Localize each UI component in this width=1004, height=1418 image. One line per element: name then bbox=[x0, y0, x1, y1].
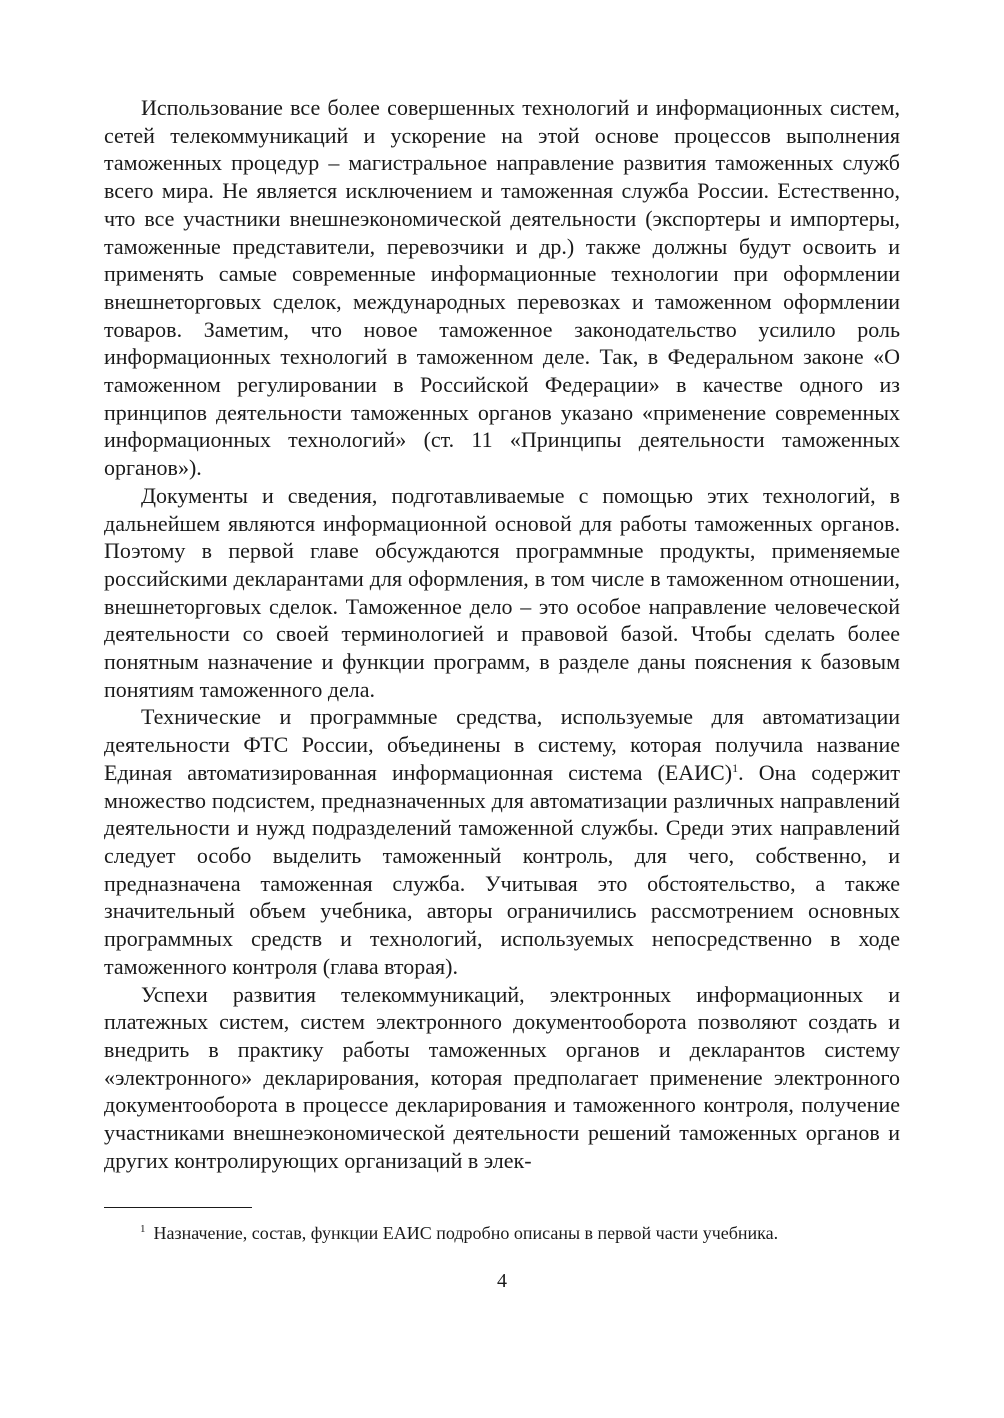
paragraph-3-text-start: Технические и программные средства, используемые для автоматизации деятельности ФТС России, объединены в систему, которая получила название Единая автоматизированная информационная система (ЕАИС) bbox=[104, 704, 900, 785]
footnote-marker: 1 bbox=[140, 1223, 146, 1235]
footnote bbox=[140, 1221, 900, 1245]
paragraph-2: Документы и сведения, подготавливаемые с помощью этих технологий, в дальнейшем являются информационной основой для работы таможенных органов. Поэтому в первой главе обсуждаются программные продукты, применяемые российскими декларантами для оформления, в том числе в таможенном отношении, внешнеторговых сделок. Таможенное дело – это особое направление человеческой деятельности со своей терминологией и правовой базой. Чтобы сделать более понятным назначение и функции программ, в разделе даны пояснения к базовым понятиям таможенного дела. bbox=[104, 482, 900, 702]
page-number: 4 bbox=[497, 1270, 507, 1292]
footnote-reference: 1 bbox=[732, 760, 739, 775]
paragraph-3-text-end: . Она содержит множество подсистем, предназначенных для автоматизации различных направлений деятельности и нужд подразделений таможенной службы. Среди этих направлений следует особо выделить таможенный контроль, для чего, собственно, и предназначена таможенная служба. Учитывая это обстоятельство, а также значительный объем учебника, авторы ограничились рассмотрением основных программных средств и технологий, используемых непосредственно в ходе таможенного контроля (глава вторая). bbox=[104, 759, 900, 979]
paragraph-1: Использование все более совершенных технологий и информационных систем, сетей телекоммуникаций и ускорение на этой основе процессов выполнения таможенных процедур – магистральное направление развития таможенных служб всего мира. Не является исключением и таможенная служба России. Естественно, что все участники внешнеэкономической деятельности (экспортеры и импортеры, таможенные представители, перевозчики и др.) также должны будут освоить и применять самые современные информационные технологии при оформлении внешнеторговых сделок, международных перевозках и таможенном оформлении товаров. Заметим, что новое таможенное законодательство усилило роль информационных технологий в таможенном деле. Так, в Федеральном законе «О таможенном регулировании в Российской Федерации» в качестве одного из принципов деятельности таможенных органов указано «применение современных информационных технологий» (ст. 11 «Принципы деятельности таможенных органов»). bbox=[104, 95, 900, 481]
footnote-text: Назначение, состав, функции ЕАИС подробно описаны в первой части учебника. bbox=[153, 1223, 779, 1243]
paragraph-4: Успехи развития телекоммуникаций, электронных информационных и платежных систем, систем электронного документооборота позволяют создать и внедрить в практику работы таможенных органов и декларантов систему «электронного» декларирования, которая предполагает применение электронного документооборота в процессе декларирования и таможенного контроля, получение участниками внешнеэкономической деятельности решений таможенных органов и других контролирующих организаций в элек- bbox=[104, 981, 900, 1173]
footnote-divider bbox=[104, 1207, 252, 1208]
paragraph-3 bbox=[104, 703, 900, 980]
main-text bbox=[104, 94, 900, 1174]
